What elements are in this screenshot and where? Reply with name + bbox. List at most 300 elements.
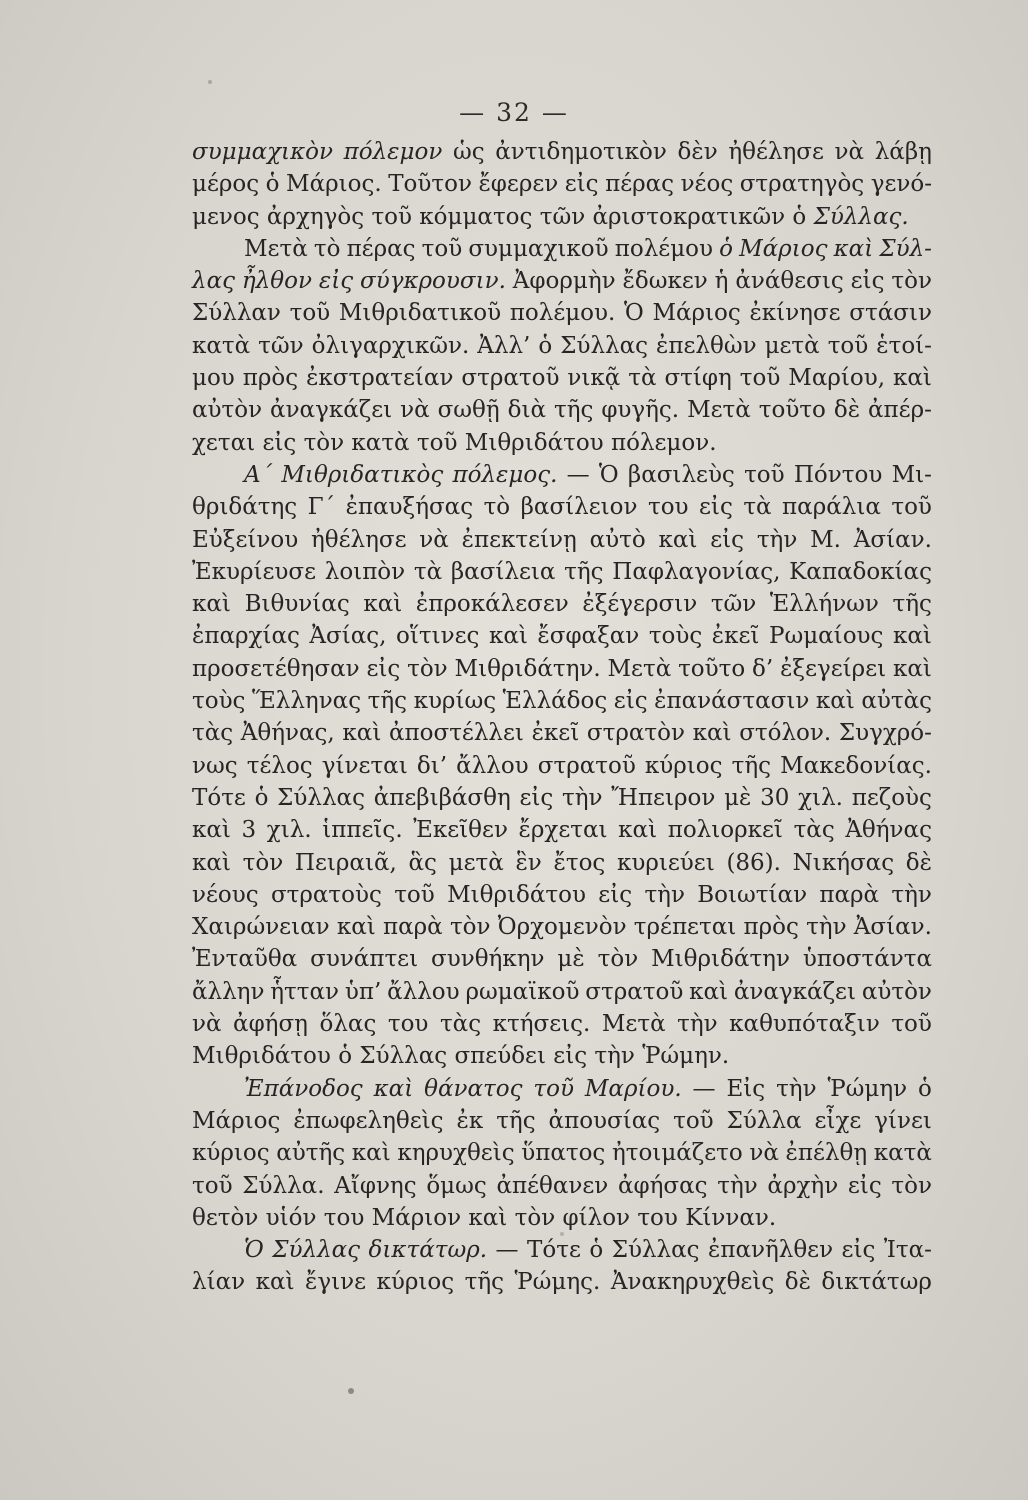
word: δὲ [833, 397, 861, 424]
word: Μαρίου. [584, 1075, 682, 1102]
word: Ῥώμην [827, 1075, 908, 1102]
word: στόλον. [739, 720, 832, 747]
word: τὸν [242, 849, 284, 876]
word: πέρας [346, 235, 416, 262]
word: Πειραιᾶ, [294, 849, 397, 876]
word: ἡ [714, 268, 729, 295]
word: τὸν [449, 914, 491, 941]
word: Ἐπάνοδος [244, 1075, 363, 1102]
word: ἀπεβιβάσθη [373, 784, 511, 811]
text-line [192, 136, 932, 168]
word: τοῦ [421, 235, 463, 262]
text-line [192, 233, 932, 265]
word: τὸν [597, 946, 639, 973]
word: ὡς [452, 139, 485, 165]
word: Ἀθήνας, [240, 720, 335, 747]
word: καὶ [192, 591, 231, 618]
word: δὲ [784, 1269, 811, 1296]
word: Σύλλα. [242, 1172, 325, 1199]
word: καὶ [373, 1075, 414, 1102]
text-line [192, 556, 932, 588]
word: ἐκστρατείαν [306, 365, 454, 392]
word: τοῦ [744, 461, 785, 488]
word: ἠθέλησε [310, 526, 407, 553]
text-line [192, 459, 932, 491]
word: ὅλας [319, 1011, 377, 1038]
word: σωθῇ [437, 397, 500, 424]
word: ἀπέρ- [868, 397, 932, 424]
word: Ὁ [624, 300, 644, 327]
word: διὰ [507, 397, 547, 424]
word: ὁ [589, 1237, 604, 1264]
word: καὶ [488, 623, 528, 650]
word: ἧτταν [270, 978, 340, 1005]
word: προσετέθησαν [192, 655, 360, 682]
word: ὅμως [426, 1172, 487, 1199]
word: Μιθριδατικὸς [281, 461, 444, 488]
word: βασιλεὺς [627, 461, 735, 488]
word: τοῦ [533, 1075, 574, 1102]
word: (86). [726, 849, 781, 876]
word: αὐτὰς [861, 688, 932, 715]
word: μέρος [192, 171, 260, 198]
word: συμμαχικὸν [192, 139, 333, 165]
word: τῆς [367, 688, 408, 715]
word: — [495, 1237, 519, 1264]
word: τὰ [628, 365, 657, 392]
word: του [647, 494, 689, 521]
word: ἓν [515, 849, 542, 876]
word: συνθήκην [431, 946, 545, 973]
word: τέλος [246, 752, 313, 779]
word: Μαρίου, [788, 365, 886, 392]
word: καὶ [658, 526, 698, 553]
word: τὴν [644, 881, 685, 908]
word: Τότε [527, 1237, 581, 1264]
word: φυγῆς. [601, 397, 680, 424]
word: θριδάτης [192, 494, 298, 521]
word: γενό- [870, 171, 932, 198]
word: Μ. [810, 526, 841, 553]
word: καὶ [892, 623, 932, 650]
word: Βοιωτίαν [697, 881, 808, 908]
word: τοῦ [394, 881, 435, 908]
text-line [192, 1008, 932, 1040]
word: κατὰ [192, 332, 251, 359]
word: στρατοῦ [585, 978, 684, 1005]
word: Μακεδονίας. [780, 752, 932, 779]
word: εἰς [366, 655, 401, 682]
word: αὐτὸν [192, 397, 263, 424]
text-line [192, 524, 932, 556]
text-line [192, 911, 932, 943]
word: Ῥώμης. [514, 1269, 601, 1296]
word: ὁ [254, 784, 269, 811]
word: τοῦ [192, 1172, 233, 1199]
word: εἰς [598, 881, 633, 908]
word: ἦλθον [241, 268, 312, 295]
word: ὁ [265, 171, 280, 198]
word: κύριος [644, 752, 723, 779]
text-line [192, 362, 932, 394]
word: πολιορκεῖ [667, 817, 783, 844]
word: τὸν [891, 1172, 932, 1199]
word: ἀναγκάζει [733, 978, 856, 1005]
word: εἰς [841, 1237, 876, 1264]
word: τὴν [756, 526, 798, 553]
word: τοῦ [739, 365, 781, 392]
word: ἐπαυξήσας [345, 494, 474, 521]
word: δι’ [416, 752, 448, 779]
text-line [192, 168, 932, 200]
word: — [692, 1075, 716, 1102]
word: ὁ [918, 1075, 932, 1102]
word: Ὁ [244, 1237, 264, 1264]
word: στρατοὺς [270, 881, 382, 908]
word: ἀπέθανεν [496, 1172, 609, 1199]
word: ἐκίνησε [749, 300, 841, 327]
word: κύριος [192, 1140, 270, 1167]
word: χιλ. [798, 784, 843, 811]
word: Νικήσας [792, 849, 895, 876]
text-line [192, 879, 932, 911]
text-line [192, 297, 932, 329]
word: τὸ [313, 235, 341, 262]
text-segment: θετὸν υἱόν του Μάριον καὶ τὸν φίλον του Κίνναν. [192, 1204, 777, 1231]
text-line [192, 1266, 932, 1298]
text-segment: μενος ἀρχηγὸς τοῦ κόμματος τῶν ἀριστοκρατικῶν ὁ [192, 203, 814, 230]
ink-speck-mark [560, 1232, 564, 1236]
word: ἄλλου [387, 978, 460, 1005]
word: καὶ [692, 720, 732, 747]
word: στρατηγὸς [739, 171, 865, 198]
word: ἀφήσῃ [233, 1011, 308, 1038]
word: μὲ [557, 946, 585, 973]
word: ἐπωφεληθεὶς [293, 1107, 444, 1134]
word: παρὰ [819, 881, 880, 908]
word: τῆς [892, 591, 932, 618]
word: Σύλλα [726, 1107, 802, 1134]
word: καὶ [892, 365, 932, 392]
word: Εὐξείνου [192, 526, 299, 553]
word: τοῦ [673, 1107, 714, 1134]
word: Μιθριδάτην. [454, 655, 601, 682]
word: βασίλεια [450, 558, 556, 585]
word: ἔτος [553, 849, 606, 876]
word: βασίλειον [520, 494, 638, 521]
word: κυρίως [413, 688, 497, 715]
word: ἐκεῖ [531, 720, 580, 747]
word: λίαν [192, 1269, 246, 1296]
text-line [192, 782, 932, 814]
word: γίνεται [321, 752, 408, 779]
word: ἔφερεν [478, 171, 559, 198]
word: εἶχε [814, 1107, 862, 1134]
text-line [192, 1073, 932, 1105]
word: ρωμαϊκοῦ [465, 978, 580, 1005]
word: πόλεμος. [452, 461, 558, 488]
word: καὶ [342, 720, 382, 747]
word: Μετὰ [244, 235, 308, 262]
word: τῶν [258, 332, 304, 359]
word: λας [192, 268, 235, 295]
ink-speck-mark [348, 1388, 354, 1394]
word: Καπαδοκίας [789, 558, 932, 585]
word: Μιθριδάτου [447, 881, 586, 908]
word: οἵτινες [396, 623, 480, 650]
word: τὰ [413, 558, 443, 585]
word: ὁ [538, 332, 553, 359]
word: καὶ [815, 688, 855, 715]
word: τὴν [717, 1172, 758, 1199]
word: Ἀνακηρυχθεὶς [610, 1269, 775, 1296]
word: Συγχρό- [838, 720, 932, 747]
word: Σύλλας [277, 784, 365, 811]
word: τὴν [562, 784, 603, 811]
word: Α´ [244, 461, 273, 488]
word: Μι- [891, 461, 932, 488]
word: εἰς [564, 171, 599, 198]
word: ἠθέλησε [728, 139, 824, 165]
word: Ἑλλήνων [769, 591, 879, 618]
text-line [192, 1234, 932, 1266]
word: ἐπροκάλεσεν [415, 591, 569, 618]
text-line [192, 717, 932, 749]
text-line [192, 976, 932, 1008]
word: συνάπτει [310, 946, 419, 973]
word: καὶ [336, 914, 376, 941]
word: Μετὰ [607, 655, 672, 682]
text-line [192, 685, 932, 717]
word: πεζοὺς [851, 784, 932, 811]
word: στίφη [664, 365, 732, 392]
word: Ἐκεῖθεν [413, 817, 508, 844]
word: τῶν [710, 591, 757, 618]
word: ὑποστάντα [802, 946, 932, 973]
page-number: — 32 — [459, 98, 569, 127]
text-line [192, 265, 932, 297]
word: ἱππεῖς. [322, 817, 403, 844]
word: νικᾷ [567, 365, 621, 392]
text-line [192, 330, 932, 362]
word: Ἐκυρίευσε [192, 558, 317, 585]
word: μετὰ [448, 849, 504, 876]
text-line [192, 847, 932, 879]
word: χιλ. [266, 817, 312, 844]
word: Μιθριδατικοῦ [338, 300, 502, 327]
word: νὰ [834, 139, 865, 165]
word: κηρυχθεὶς [397, 1140, 515, 1167]
word: πόλεμον [343, 139, 443, 165]
word: κτήσεις. [492, 1011, 591, 1038]
word: νέος [680, 171, 734, 198]
word: ὕπατος [521, 1140, 606, 1167]
word: δικτάτωρ. [368, 1237, 488, 1264]
word: πολέμου. [509, 300, 616, 327]
word: Μάριος [192, 1107, 281, 1134]
word: ὀλιγαρχικῶν. [311, 332, 470, 359]
body-text [192, 136, 932, 1299]
word: εἰς [850, 268, 885, 295]
word: Παφλαγονίας, [612, 558, 781, 585]
word: κατὰ [873, 1140, 932, 1167]
word: πολέμου [614, 235, 713, 262]
word: ἀρχὴν [767, 1172, 839, 1199]
text-line [192, 1202, 932, 1234]
word: δικτάτωρ [821, 1269, 932, 1296]
word: Σύλλας [560, 332, 649, 359]
text-line [192, 394, 932, 426]
word: Σύλ- [879, 235, 932, 262]
word: καὶ [689, 978, 729, 1005]
text-line [192, 943, 932, 975]
word: πρὸς [242, 365, 299, 392]
word: τοῦ [891, 494, 932, 521]
word: καὶ [892, 655, 932, 682]
word: — [566, 461, 590, 488]
text-line [192, 1040, 932, 1072]
word: καὶ [351, 1140, 391, 1167]
word: ἀναγκάζει [270, 397, 393, 424]
word: καὶ [618, 817, 658, 844]
text-line [192, 588, 932, 620]
word: ἀπουσίας [548, 1107, 661, 1134]
text-line [192, 653, 932, 685]
text-line [192, 1137, 932, 1169]
italic-text-segment: Σύλλας. [813, 203, 909, 230]
word: κυριεύει [617, 849, 715, 876]
word: θάνατος [424, 1075, 523, 1102]
word: ἐπέλθῃ [785, 1140, 868, 1167]
word: Γ´ [307, 494, 336, 521]
text-line [192, 201, 932, 233]
word: λοιπὸν [324, 558, 406, 585]
word: τοὺς [192, 688, 246, 715]
word: στρατοῦ [537, 752, 636, 779]
word: ἐκ [456, 1107, 484, 1134]
word: ὑπ’ [344, 978, 382, 1005]
word: τὸν [891, 268, 932, 295]
word: 3 [241, 817, 257, 844]
word: νὰ [419, 526, 449, 553]
text-line [192, 1170, 932, 1202]
word: Μάριος [652, 300, 741, 327]
word: αὐτῆς [276, 1140, 346, 1167]
word: ἃς [408, 849, 437, 876]
word: Μάριος. [286, 171, 382, 198]
word: Ἀφορμὴν [512, 268, 616, 295]
word: εἰς [519, 784, 554, 811]
word: αὐτὸ [589, 526, 646, 553]
word: ἐξεγείρει [780, 655, 887, 682]
word: Τοῦτον [388, 171, 472, 198]
word: Ἑλλάδος [502, 688, 608, 715]
word: Χαιρώνειαν [192, 914, 330, 941]
word: Ὀρχομενὸν [497, 914, 627, 941]
word: ἔγινε [305, 1269, 367, 1296]
word: στρατοῦ [461, 365, 560, 392]
word: Ἀσίαν. [853, 914, 932, 941]
word: τοὺς [648, 623, 703, 650]
word: Μάριος [739, 235, 828, 262]
word: στάσιν [849, 300, 932, 327]
word: ἐπεκτείνῃ [461, 526, 577, 553]
word: τοῦ [289, 300, 331, 327]
word: νὰ [192, 1011, 222, 1038]
word: Σύλλαν [192, 300, 281, 327]
word: νέους [192, 881, 259, 908]
text-line [192, 620, 932, 652]
word: Ἀσίας, [309, 623, 387, 650]
word: ἐπανάστασιν [654, 688, 810, 715]
word: καὶ [192, 817, 231, 844]
word: γίνει [874, 1107, 932, 1134]
word: τὴν [677, 1011, 718, 1038]
word: ἀντιδημοτικὸν [495, 139, 667, 165]
word: τοῦτο [678, 655, 746, 682]
word: Αἴφνης [334, 1172, 417, 1199]
word: εἰς [710, 526, 745, 553]
word: του [387, 1011, 429, 1038]
word: τῆς [564, 558, 604, 585]
word: ἄλλην [192, 978, 265, 1005]
word: Τότε [192, 784, 246, 811]
word: ἔσφαξαν [537, 623, 640, 650]
word: δὲ [905, 849, 932, 876]
word: τὴν [776, 1075, 817, 1102]
text-line [192, 427, 932, 459]
word: Ἀλλ’ [477, 332, 531, 359]
word: Ἀσίαν. [853, 526, 932, 553]
word: ἐξέγερσιν [582, 591, 698, 618]
word: ἔρχεται [518, 817, 608, 844]
word: Σύλλας [611, 1237, 700, 1264]
word: Ρωμαίους [768, 623, 884, 650]
word: κύριος [376, 1269, 455, 1296]
word: καὶ [363, 591, 403, 618]
word: τὸ [483, 494, 511, 521]
word: εἰς [613, 688, 648, 715]
word: καὶ [192, 849, 231, 876]
word: δὲν [677, 139, 718, 165]
word: νως [192, 752, 238, 779]
word: μου [192, 365, 235, 392]
word: σύγκρουσιν. [360, 268, 506, 295]
word: Ἀθήνας [845, 817, 932, 844]
word: ἀποστέλλει [389, 720, 524, 747]
word: ἐκεῖ [711, 623, 760, 650]
word: μετὰ [764, 332, 820, 359]
word: Σύλλας [272, 1237, 361, 1264]
word: τὰς [439, 1011, 482, 1038]
word: καθυπόταξιν [729, 1011, 880, 1038]
word: ἄλλου [456, 752, 529, 779]
word: τὸν [407, 655, 448, 682]
word: εἰς [318, 268, 354, 295]
word: ἀφήσας [617, 1172, 708, 1199]
word: Μετὰ [601, 1011, 666, 1038]
text-line [192, 491, 932, 523]
text-segment: χεται εἰς τὸν κατὰ τοῦ Μιθριδάτου πόλεμον. [192, 429, 717, 456]
word: ἑτοί- [876, 332, 932, 359]
word: ἐπαρχίας [192, 623, 300, 650]
word: Πόντου [793, 461, 883, 488]
word: ἀνάθεσις [735, 268, 844, 295]
word: ἐπανῆλθεν [707, 1237, 834, 1264]
word: Μιθριδάτην [651, 946, 790, 973]
word: τρέπεται [633, 914, 737, 941]
text-line [192, 814, 932, 846]
